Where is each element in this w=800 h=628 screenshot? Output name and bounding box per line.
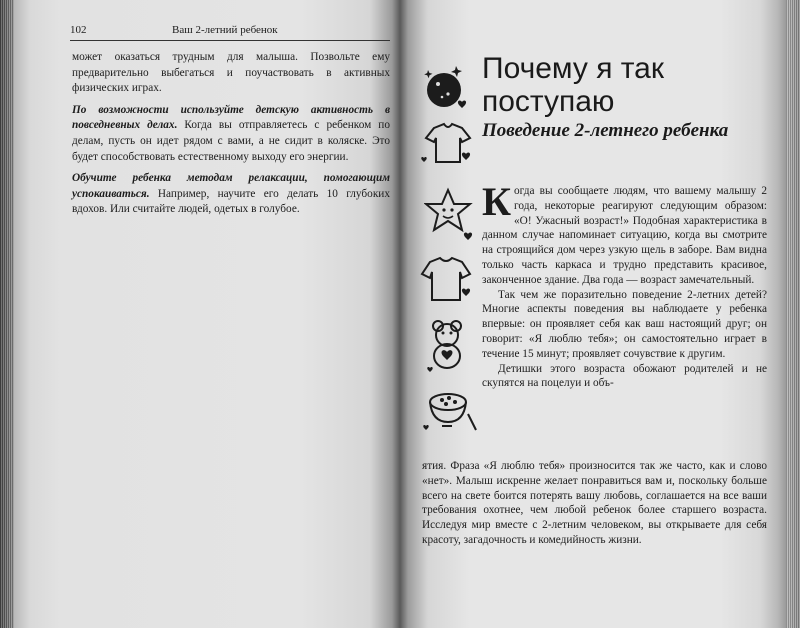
header-rule xyxy=(70,40,390,41)
toddler-shirt-icon xyxy=(418,254,474,306)
baby-shirt-icon xyxy=(420,122,476,168)
right-page-text xyxy=(482,179,767,391)
left-paragraph-1: может оказаться трудным для малыша. Позвольте ему предварительно выбегаться и поучаствовать в активных физических играх. xyxy=(72,51,390,95)
left-paragraph-2 xyxy=(72,103,390,165)
body-paragraph-2: Так чем же поразительно поведение 2-летних детей? Многие аспекты поведения вы наблюдаете у ребенка впервые: он проявляет себя как ваш настоящий друг; он говорит: «Я люблю тебя»; он самостоятельно играет в течение 15 минут; проявляет сочувствие к другим. xyxy=(482,288,767,360)
running-title: Ваш 2-летний ребенок xyxy=(172,24,278,36)
tip-text: Например, научите его делать 10 глубоких вдохов. Или считайте людей, одетых в голубое. xyxy=(72,187,390,216)
body-paragraph-3-start: Детишки этого возраста обожают родителей и не скупятся на поцелуи и объ- xyxy=(482,362,767,390)
chapter-heading: Почему я так поступаю xyxy=(482,52,664,118)
right-page-full-width-text xyxy=(422,459,767,548)
food-bowl-icon xyxy=(422,386,478,436)
page-number: 102 xyxy=(70,24,87,36)
tip-text: Когда вы отправляетесь с ребенком по делам, пусть он идет рядом с вами, а не сидит в коляске. Это будет способствовать естественному выходу его энергии. xyxy=(72,119,390,163)
drop-cap: К xyxy=(482,179,512,224)
left-page-text xyxy=(72,50,390,224)
moon-stars-icon xyxy=(422,62,468,112)
decorative-icon-column xyxy=(410,50,482,450)
body-paragraph-3-end: ятия. Фраза «Я люблю тебя» произносится так же часто, как и слово «нет». Малыш искренне желает понравиться вам и, поскольку больше всего на свете боится потерять вашу любовь, соглашается на все ваши требования охотнее, чем любой ребенок более старшего возраста. Исследуя мир вместе с 2-летним человеком, вы открываете для себя красоту, загадочность и комедийность жизни. xyxy=(422,460,767,546)
page-edges-left xyxy=(0,0,14,628)
tip-lead: По возможности используйте детскую активность в повседневных делах. xyxy=(72,103,390,132)
left-paragraph-3 xyxy=(72,171,390,218)
page-edges-right xyxy=(786,0,800,628)
tip-lead: Обучите ребенка методам релаксации, помогающим успокаиваться. xyxy=(72,172,390,200)
section-subheading: Поведение 2-летнего ребенка xyxy=(482,120,729,141)
teddy-bear-icon xyxy=(424,318,472,374)
paragraph-text: огда вы сообщаете людям, что вашему малышу 2 года, некоторые реагируют следующим образом: «О! Ужасный возраст!» Подобная характеристика в данном случае напоминает ситуацию, когда вы смотрите на строящийся дом через узкую щель в заборе. Вам видна только часть каркаса и трудно представить красивое, законченное здание. Два года — возраст замечательный. xyxy=(482,185,767,286)
star-face-icon xyxy=(424,186,476,242)
body-paragraph-1 xyxy=(482,179,767,288)
